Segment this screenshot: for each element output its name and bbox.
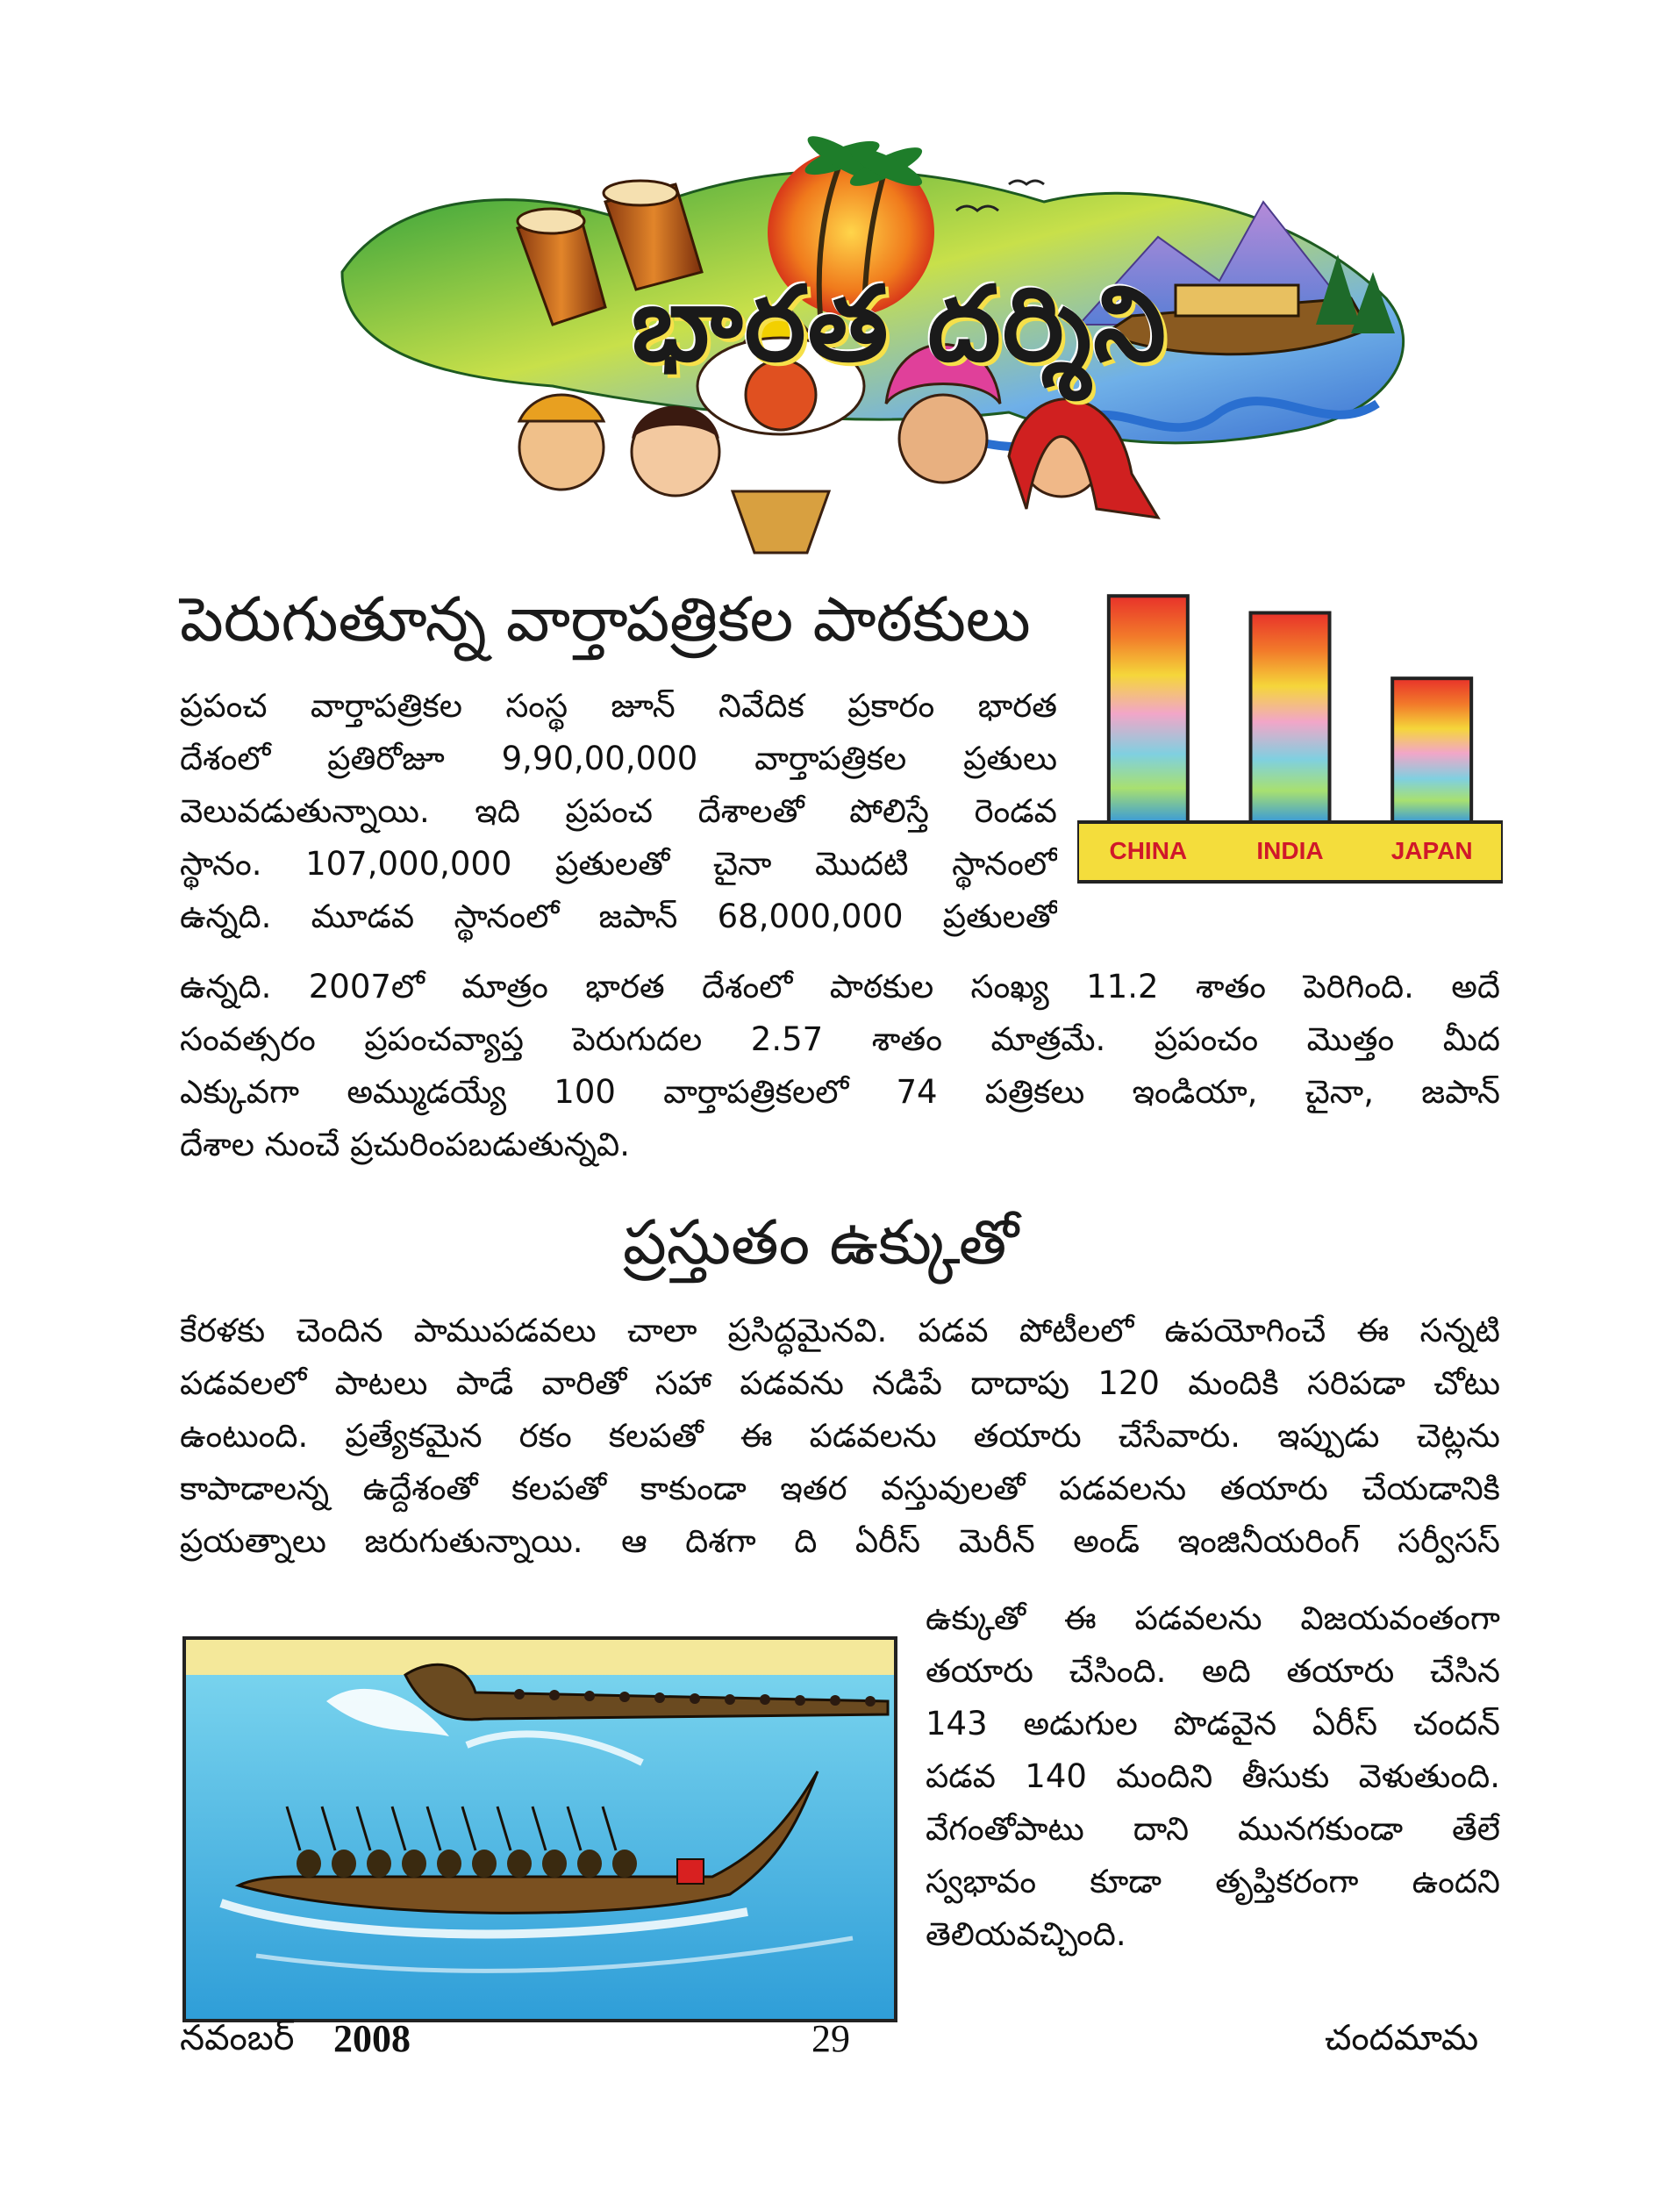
bar-label-japan: JAPAN — [1390, 837, 1473, 864]
paragraph-line: ఎక్కువగా అమ్ముడయ్యే 100 వార్తాపత్రికలలో 74 పత్రికలు ఇండియా, చైనా, జపాన్ — [180, 1073, 1500, 1111]
footer-year: 2008 — [333, 2017, 411, 2060]
bar-india — [1251, 613, 1330, 823]
newspaper-circulation-chart — [1077, 572, 1503, 884]
bar-china — [1109, 596, 1188, 822]
bar-label-china: CHINA — [1109, 837, 1188, 864]
paragraph-line: వేగంతోపాటు దాని మునగకుండా తేలే — [926, 1810, 1500, 1848]
paragraph-line-last: దేశాల నుంచే ప్రచురింపబడుతున్నవి. — [180, 1126, 630, 1163]
bar-japan — [1392, 678, 1471, 822]
paragraph-line: తయారు చేసింది. అది తయారు చేసిన — [926, 1652, 1500, 1690]
paragraph-line-last: తెలియవచ్చింది. — [926, 1915, 1126, 1953]
paragraph-line: ఉన్నది. 2007లో మాత్రం భారత దేశంలో పాఠకుల సంఖ్య 11.2 శాతం పెరిగింది. అదే — [180, 968, 1500, 1005]
paragraph-line: పడవ 140 మందిని తీసుకు వెళుతుంది. — [926, 1757, 1500, 1795]
article-heading-readers: పెరుగుతూన్న వార్తాపత్రికల పాఠకులు — [180, 583, 1031, 655]
paragraph-line: కేరళకు చెందిన పాముపడవలు చాలా ప్రసిద్ధమైనవి. పడవ పోటీలలో ఉపయోగించే ఈ సన్నటి — [180, 1312, 1500, 1349]
magazine-name: చందమామ — [1325, 2018, 1479, 2058]
paragraph-line: దేశంలో ప్రతిరోజూ 9,90,00,000 వార్తాపత్రికల ప్రతులు — [180, 740, 1057, 777]
paragraph-line: పడవలలో పాటలు పాడే వారితో సహా పడవను నడిపే దాదాపు 120 మందికి సరిపడా చోటు — [180, 1364, 1500, 1402]
bar-label-india: INDIA — [1256, 837, 1324, 864]
bird-icon — [1009, 181, 1044, 184]
article-heading-steel: ప్రస్తుతం ఉక్కుతో — [623, 1206, 1019, 1278]
paragraph-line: ఉన్నది. మూడవ స్థానంలో జపాన్ 68,000,000 ప్రతులతో — [180, 898, 1057, 935]
paragraph-line: 143 అడుగుల పొడవైన ఏరీస్ చందన్ — [926, 1705, 1500, 1742]
paragraph-line: కాపాడాలన్న ఉద్దేశంతో కలపతో కాకుండా ఇతర వస్తువులతో పడవలను తయారు చేయడానికి — [180, 1470, 1500, 1507]
paragraph-line: స్వభావం కూడా తృప్తికరంగా ఉందని — [926, 1863, 1500, 1900]
paragraph-line: సంవత్సరం ప్రపంచవ్యాప్త పెరుగుదల 2.57 శాతం మాత్రమే. ప్రపంచం మొత్తం మీద — [180, 1020, 1500, 1058]
paragraph-line: వెలువడుతున్నాయి. ఇది ప్రపంచ దేశాలతో పోలిస్తే రెండవ — [180, 792, 1057, 830]
page-number: 29 — [811, 2017, 850, 2060]
paragraph-line: స్థానం. 107,000,000 ప్రతులతో చైనా మొదటి స్థానంలో — [180, 845, 1057, 883]
paragraph-line: ప్రపంచ వార్తాపత్రికల సంస్థ జూన్ నివేదిక ప్రకారం భారత — [180, 687, 1057, 725]
paragraph-line: ప్రయత్నాలు జరుగుతున్నాయి. ఆ దిశగా ది ఏరీస్ మెరీన్ అండ్ ఇంజినీయరింగ్ సర్వీసస్ — [180, 1522, 1500, 1560]
banner-title: భారత దర్శిని — [632, 263, 1168, 384]
snake-boat-illustration — [182, 1636, 897, 2022]
paragraph-line: ఉక్కుతో ఈ పడవలను విజయవంతంగా — [926, 1599, 1500, 1637]
paragraph-line: ఉంటుంది. ప్రత్యేకమైన రకం కలపతో ఈ పడవలను తయారు చేసేవారు. ఇప్పుడు చెట్లను — [180, 1417, 1500, 1455]
footer-month: నవంబర్ — [180, 2018, 295, 2058]
